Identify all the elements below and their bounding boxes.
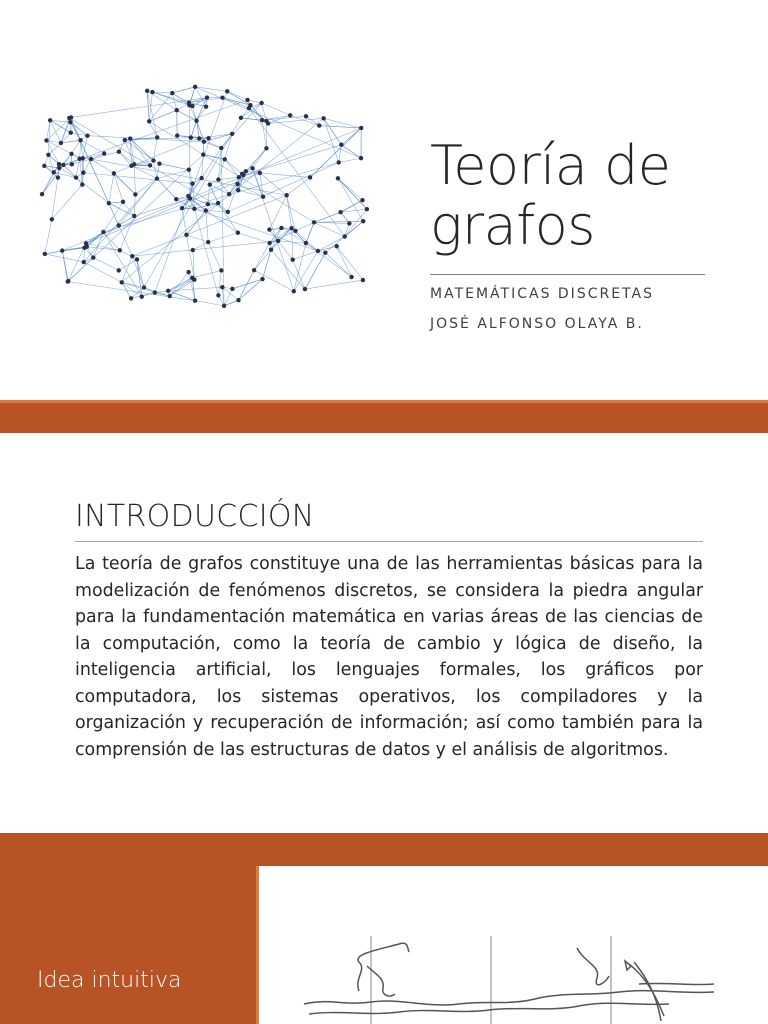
graph-node (267, 241, 271, 245)
graph-node (174, 197, 178, 201)
graph-node (69, 131, 73, 135)
graph-node (317, 123, 321, 127)
graph-node (66, 279, 70, 283)
graph-node (61, 163, 65, 167)
graph-node (50, 217, 54, 221)
graph-node (130, 254, 134, 258)
graph-node (269, 247, 273, 251)
graph-node (70, 162, 74, 166)
intro-paragraph: La teoría de grafos constituye una de las herramientas básicas para la modelización de fenómenos discretos, se considera la piedra angular para la fundamentación matemática en varias áreas de las ciencias de la computación, como la teoría de cambio y lógica de diseño, la inteligencia artificial, los lenguajes formales, los gráficos por computadora, los sistemas operativos, los compiladores y la organización y recuperación de información; así como también para la comprensión de las estructuras de datos y el análisis de algoritmos. (75, 554, 703, 760)
graph-node (276, 239, 280, 243)
slide-separator-highlight (0, 400, 768, 403)
graph-node (202, 139, 206, 143)
graph-node (67, 116, 71, 120)
graph-node (236, 231, 240, 235)
graph-node (199, 176, 203, 180)
graph-node (153, 290, 157, 294)
slide-separator-band (0, 400, 768, 433)
graph-node (225, 89, 229, 93)
graph-node (52, 170, 56, 174)
graph-node (304, 114, 308, 118)
graph-node (112, 171, 116, 175)
graph-node (258, 171, 262, 175)
title-slide (0, 0, 768, 400)
graph-node (222, 304, 226, 308)
graph-node (123, 138, 127, 142)
graph-node (336, 160, 340, 164)
graph-node (89, 157, 93, 161)
section-title: INTRODUCCIÓN (75, 499, 315, 534)
graph-node (77, 157, 81, 161)
graph-node (267, 227, 271, 231)
graph-node (157, 162, 161, 166)
graph-node (288, 113, 292, 117)
graph-node (133, 192, 137, 196)
graph-node (279, 226, 283, 230)
graph-node (69, 152, 73, 156)
graph-node (240, 172, 244, 176)
graph-node (101, 230, 105, 234)
graph-node (308, 175, 312, 179)
graph-node (321, 116, 325, 120)
graph-node (135, 257, 139, 261)
river-map-sketch-image (259, 866, 768, 1024)
graph-node (247, 106, 251, 110)
graph-node (56, 175, 60, 179)
graph-node (151, 158, 155, 162)
graph-node (235, 182, 239, 186)
graph-node (170, 91, 174, 95)
graph-node (140, 294, 144, 298)
graph-node (250, 166, 254, 170)
graph-node (190, 181, 194, 185)
graph-node (289, 226, 293, 230)
graph-node (204, 104, 208, 108)
graph-node (259, 101, 263, 105)
slide-title: Teoría de grafos (430, 134, 671, 257)
graph-node (132, 162, 136, 166)
graph-node (117, 268, 121, 272)
graph-node (80, 182, 84, 186)
graph-node (244, 169, 248, 173)
graph-node (304, 241, 308, 245)
graph-node (68, 120, 72, 124)
graph-node (186, 270, 190, 274)
graph-node (335, 244, 339, 248)
graph-node (359, 126, 363, 130)
intuitive-idea-slide (0, 833, 768, 1024)
graph-node (361, 278, 365, 282)
graph-node (365, 207, 369, 211)
graph-node (142, 285, 146, 289)
graph-node (197, 136, 201, 140)
graph-node (190, 276, 194, 280)
slide-label: Idea intuitiva (37, 968, 182, 993)
graph-node (84, 241, 88, 245)
subtitle-author: JOSÉ ALFONSO OLAYA B. (430, 316, 644, 332)
graph-node (107, 201, 111, 205)
graph-node (239, 116, 243, 120)
graph-node (236, 188, 240, 192)
graph-node (194, 119, 198, 123)
graph-node (193, 85, 197, 89)
graph-node (201, 152, 205, 156)
graph-node (208, 182, 212, 186)
graph-node (220, 285, 224, 289)
graph-node (206, 136, 210, 140)
subtitle-course: MATEMÁTICAS DISCRETAS (430, 286, 654, 302)
graph-node (44, 138, 48, 142)
graph-node (175, 108, 179, 112)
graph-node (226, 210, 230, 214)
graph-node (74, 175, 78, 179)
graph-edges (42, 87, 367, 306)
graph-node (291, 257, 295, 261)
graph-node (349, 275, 353, 279)
section-divider (75, 541, 703, 542)
graph-node (148, 163, 152, 167)
graph-node (360, 198, 364, 202)
graph-node (82, 260, 86, 264)
graph-node (48, 118, 52, 122)
graph-node (117, 150, 121, 154)
graph-node (192, 207, 196, 211)
graph-node (180, 206, 184, 210)
graph-node (193, 298, 197, 302)
graph-node (219, 146, 223, 150)
graph-node (121, 200, 125, 204)
graph-node (237, 175, 241, 179)
graph-node (43, 252, 47, 256)
graph-node (129, 296, 133, 300)
graph-node (293, 229, 297, 233)
graph-node (120, 280, 124, 284)
graph-node (91, 255, 95, 259)
map-panel (256, 866, 768, 1024)
graph-node (57, 162, 61, 166)
graph-node (338, 210, 342, 214)
graph-node (102, 151, 106, 155)
graph-node (81, 170, 85, 174)
graph-node (316, 249, 320, 253)
graph-node (189, 135, 193, 139)
graph-node (191, 248, 195, 252)
graph-node (220, 95, 224, 99)
graph-node (147, 119, 151, 123)
graph-node (128, 136, 132, 140)
graph-node (303, 287, 307, 291)
graph-node (227, 192, 231, 196)
graph-node (312, 220, 316, 224)
graph-node (118, 248, 122, 252)
graph-node (46, 153, 50, 157)
graph-node (187, 168, 191, 172)
graph-node (261, 195, 265, 199)
graph-node (347, 221, 351, 225)
graph-node (323, 251, 327, 255)
graph-node (57, 166, 61, 170)
graph-node (166, 289, 170, 293)
title-divider (430, 274, 705, 275)
graph-node (339, 143, 343, 147)
graph-node (155, 176, 159, 180)
graph-node (184, 233, 188, 237)
graph-node (155, 135, 159, 139)
graph-node (359, 156, 363, 160)
graph-node (219, 268, 223, 272)
graph-node (245, 98, 249, 102)
graph-node (361, 219, 365, 223)
graph-node (205, 95, 209, 99)
graph-node (336, 176, 340, 180)
graph-node (187, 103, 191, 107)
graph-node (132, 214, 136, 218)
graph-node (117, 223, 121, 227)
graph-node (284, 193, 288, 197)
graph-node (167, 294, 171, 298)
network-graph-image (38, 82, 380, 312)
graph-node (216, 201, 220, 205)
graph-node (264, 146, 268, 150)
graph-node (186, 194, 190, 198)
graph-node (266, 121, 270, 125)
graph-node (145, 89, 149, 93)
graph-node (78, 138, 82, 142)
graph-node (216, 293, 220, 297)
graph-node (85, 133, 89, 137)
graph-node (206, 202, 210, 206)
graph-node (40, 192, 44, 196)
graph-node (252, 268, 256, 272)
graph-node (59, 141, 63, 145)
graph-node (216, 177, 220, 181)
graph-node (260, 118, 264, 122)
graph-node (150, 90, 154, 94)
introduction-slide (0, 433, 768, 833)
graph-node (60, 248, 64, 252)
graph-node (292, 289, 296, 293)
graph-node (175, 133, 179, 137)
graph-node (223, 157, 227, 161)
graph-node (230, 287, 234, 291)
graph-node (236, 298, 240, 302)
graph-node (204, 208, 208, 212)
graph-node (260, 277, 264, 281)
graph-node (42, 164, 46, 168)
graph-node (230, 132, 234, 136)
graph-node (206, 240, 210, 244)
graph-node (343, 234, 347, 238)
